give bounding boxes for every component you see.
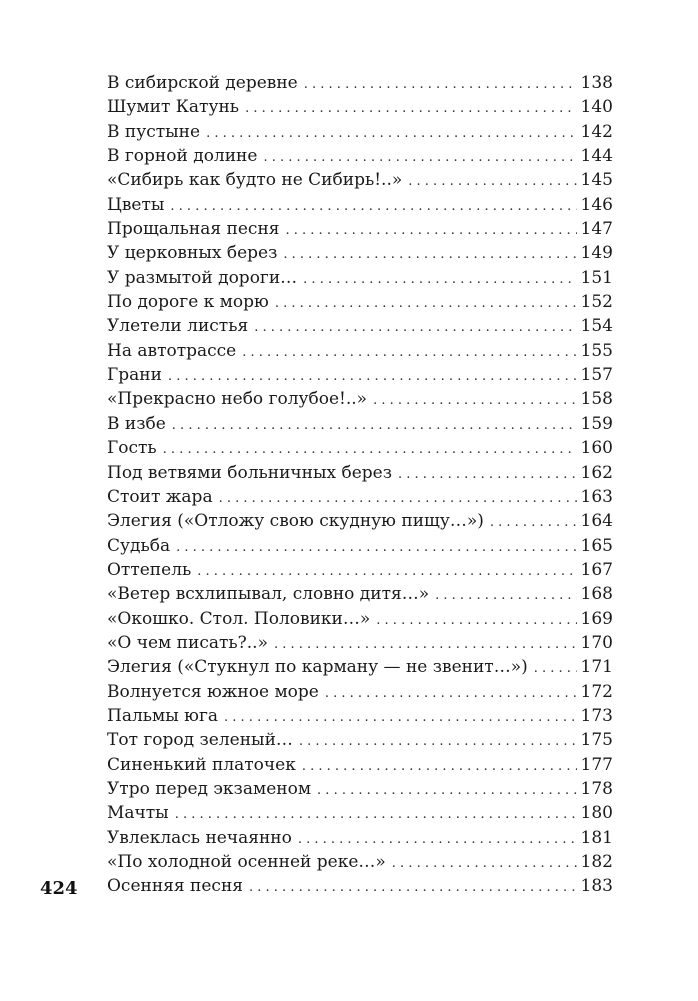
toc-entry <box>107 777 613 801</box>
toc-entry-page: 173 <box>580 705 613 726</box>
toc-entry-page: 158 <box>580 389 613 410</box>
toc-entry-title: В избе <box>107 413 166 434</box>
toc-entry <box>107 120 613 144</box>
toc-entry-title: «Сибирь как будто не Сибирь!..» <box>107 170 403 191</box>
toc-entry-page: 178 <box>580 778 613 799</box>
toc-entry <box>107 655 613 679</box>
dot-leader <box>168 365 577 389</box>
toc-entry-title: Грани <box>107 365 162 386</box>
toc-entry <box>107 631 613 655</box>
toc-entry-title: В пустыне <box>107 121 201 142</box>
table-of-contents <box>107 71 613 899</box>
toc-entry-page: 138 <box>580 73 613 93</box>
toc-entry <box>107 266 613 290</box>
toc-entry-page: 155 <box>580 340 613 361</box>
dot-leader <box>176 536 576 560</box>
toc-entry <box>107 485 613 509</box>
toc-entry <box>107 71 613 95</box>
toc-entry <box>107 339 613 363</box>
dot-leader <box>299 730 577 754</box>
toc-entry-title: Элегия («Стукнул по карману — не звенит…») <box>107 657 528 678</box>
dot-leader <box>170 195 576 219</box>
toc-entry-page: 170 <box>580 632 613 653</box>
toc-entry-page: 162 <box>580 462 613 483</box>
toc-entry <box>107 534 613 558</box>
toc-entry-page: 165 <box>580 535 613 556</box>
toc-entry-page: 169 <box>580 608 613 629</box>
dot-leader <box>283 243 576 267</box>
toc-entry-title: В горной долине <box>107 146 258 167</box>
toc-entry-title: По дороге к морю <box>107 292 269 313</box>
toc-entry-title: «Окошко. Стол. Половики…» <box>107 608 371 629</box>
toc-entry <box>107 290 613 314</box>
toc-entry-title: Под ветвями больничных берез <box>107 462 393 483</box>
dot-leader <box>224 706 577 730</box>
dot-leader <box>298 828 577 852</box>
toc-entry-page: 147 <box>580 219 613 240</box>
toc-entry <box>107 826 613 850</box>
toc-entry-page: 175 <box>580 730 613 751</box>
dot-leader <box>534 657 577 681</box>
toc-entry-page: 164 <box>580 511 613 532</box>
toc-entry-page: 146 <box>580 194 613 215</box>
toc-entry-title: У церковных берез <box>107 243 278 264</box>
dot-leader <box>275 292 577 316</box>
toc-entry-page: 171 <box>580 657 613 678</box>
toc-entry-page: 163 <box>580 486 613 507</box>
dot-leader <box>274 633 577 657</box>
toc-entry <box>107 874 613 898</box>
dot-leader <box>263 146 576 170</box>
dot-leader <box>163 438 577 462</box>
toc-entry-title: В сибирской деревне <box>107 73 298 93</box>
dot-leader <box>197 560 576 584</box>
toc-entry-page: 167 <box>580 559 613 580</box>
toc-entry-title: Пальмы юга <box>107 705 219 726</box>
toc-entry-page: 142 <box>580 121 613 142</box>
toc-entry-page: 180 <box>580 803 613 824</box>
dot-leader <box>172 414 577 438</box>
toc-entry-page: 145 <box>580 170 613 191</box>
toc-entry <box>107 95 613 119</box>
dot-leader <box>175 803 577 827</box>
dot-leader <box>286 219 577 243</box>
toc-entry-title: Элегия («Отложу свою скудную пищу…») <box>107 511 484 532</box>
toc-entry-page: 168 <box>580 584 613 605</box>
toc-entry-page: 154 <box>580 316 613 337</box>
dot-leader <box>325 682 577 706</box>
toc-entry-page: 177 <box>580 754 613 775</box>
toc-entry <box>107 753 613 777</box>
dot-leader <box>435 584 576 608</box>
toc-entry-title: Синенький платочек <box>107 754 296 775</box>
dot-leader <box>254 316 576 340</box>
toc-entry-title: «О чем писать?..» <box>107 632 268 653</box>
dot-leader <box>303 268 576 292</box>
toc-entry <box>107 582 613 606</box>
dot-leader <box>304 73 577 97</box>
toc-entry-page: 144 <box>580 146 613 167</box>
toc-entry-title: Судьба <box>107 535 171 556</box>
toc-entry-title: Улетели листья <box>107 316 249 337</box>
dot-leader <box>219 487 577 511</box>
toc-entry <box>107 168 613 192</box>
toc-entry-title: Мачты <box>107 803 169 824</box>
toc-entry-title: На автотрассе <box>107 340 237 361</box>
dot-leader <box>392 852 577 876</box>
toc-entry-title: «Прекрасно небо голубое!..» <box>107 389 368 410</box>
toc-entry <box>107 193 613 217</box>
toc-entry-page: 182 <box>580 852 613 872</box>
toc-entry <box>107 241 613 265</box>
toc-entry-title: Прощальная песня <box>107 219 280 240</box>
toc-entry-title: Гость <box>107 438 157 459</box>
toc-entry-page: 157 <box>580 365 613 386</box>
dot-leader <box>373 389 576 413</box>
toc-entry-title: Осенняя песня <box>107 876 243 897</box>
toc-entry <box>107 801 613 825</box>
toc-entry <box>107 680 613 704</box>
toc-entry-page: 181 <box>580 827 613 848</box>
toc-entry-title: У размытой дороги… <box>107 267 298 288</box>
toc-entry-title: Цветы <box>107 194 165 215</box>
toc-entry <box>107 217 613 241</box>
toc-entry-title: Стоит жара <box>107 486 213 507</box>
toc-entry <box>107 412 613 436</box>
toc-entry-page: 149 <box>580 243 613 264</box>
dot-leader <box>376 609 576 633</box>
toc-entry-page: 152 <box>580 292 613 313</box>
toc-entry-title: Шумит Катунь <box>107 97 240 118</box>
toc-entry <box>107 363 613 387</box>
dot-leader <box>317 779 577 803</box>
toc-entry <box>107 509 613 533</box>
toc-entry-page: 172 <box>580 681 613 702</box>
toc-entry-page: 140 <box>580 97 613 118</box>
dot-leader <box>249 876 577 900</box>
toc-entry-title: Увлеклась нечаянно <box>107 827 292 848</box>
dot-leader <box>398 463 577 487</box>
toc-entry <box>107 728 613 752</box>
dot-leader <box>490 511 577 535</box>
page-number: 424 <box>40 878 78 899</box>
toc-entry <box>107 704 613 728</box>
toc-entry <box>107 436 613 460</box>
dot-leader <box>302 755 577 779</box>
toc-entry-title: «Ветер всхлипывал, словно дитя…» <box>107 584 430 605</box>
toc-entry-title: «По холодной осенней реке…» <box>107 852 386 872</box>
toc-entry-title: Тот город зеленый… <box>107 730 293 751</box>
toc-entry-page: 151 <box>580 267 613 288</box>
toc-entry-page: 159 <box>580 413 613 434</box>
toc-entry <box>107 144 613 168</box>
dot-leader <box>245 97 576 121</box>
toc-entry <box>107 314 613 338</box>
toc-entry <box>107 607 613 631</box>
toc-entry-title: Оттепель <box>107 559 192 580</box>
toc-entry <box>107 387 613 411</box>
toc-entry-page: 183 <box>580 876 613 897</box>
toc-entry-page: 160 <box>580 438 613 459</box>
dot-leader <box>206 122 576 146</box>
toc-entry <box>107 461 613 485</box>
dot-leader <box>408 170 576 194</box>
dot-leader <box>242 341 576 365</box>
toc-entry-title: Волнуется южное море <box>107 681 319 702</box>
toc-entry <box>107 850 613 874</box>
toc-entry-title: Утро перед экзаменом <box>107 778 312 799</box>
toc-entry <box>107 558 613 582</box>
